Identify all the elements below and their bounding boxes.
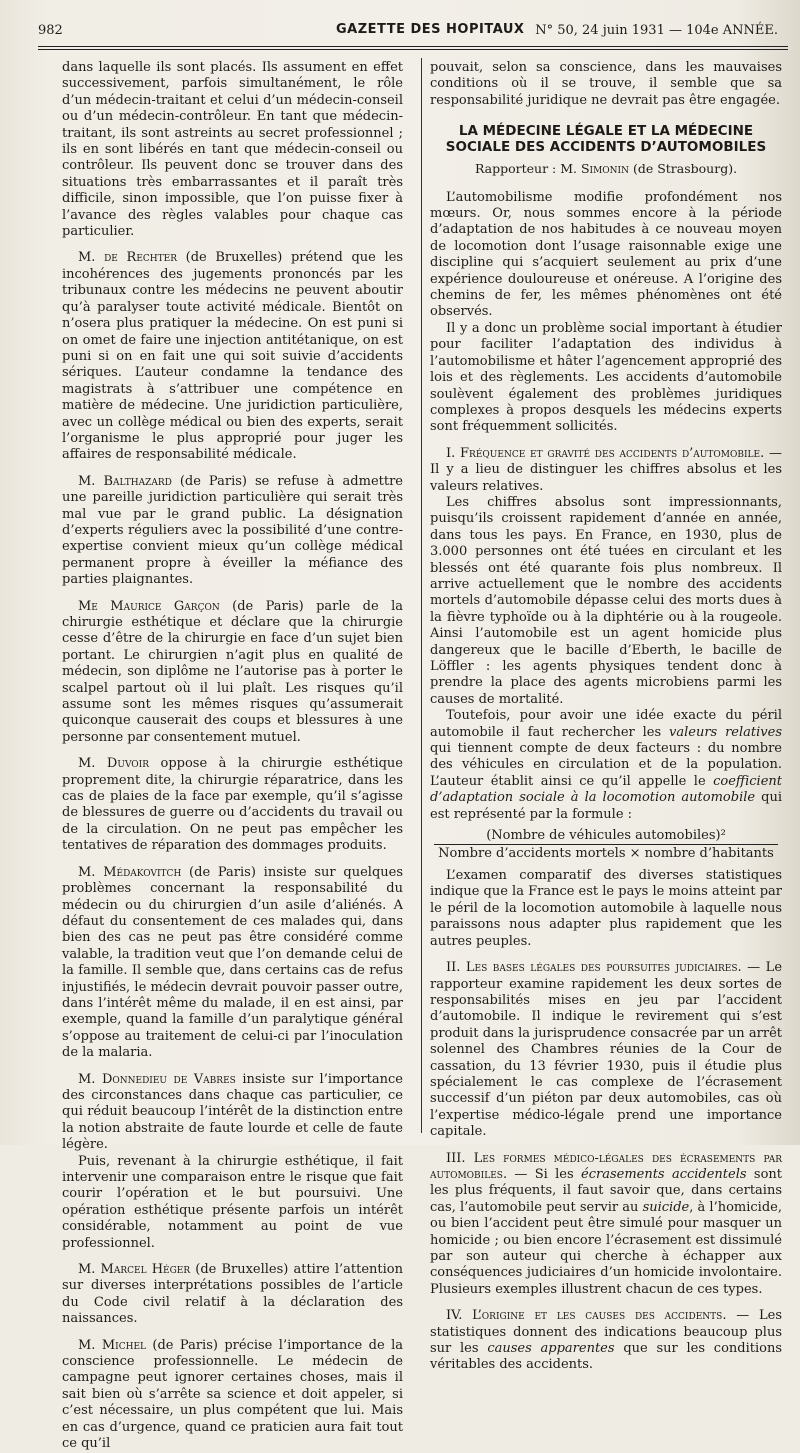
paragraph: M. Michel (de Paris) précise l’importance de la conscience professionnelle. Le médecin de campagne peut ignorer certaines choses, mais il sait bien où s’arrête sa science et doit appeler, si c’est nécessaire, un plus compétent que lui. Mais en cas d’urgence, quand ce praticien aura fait tout ce qu’il <box>62 1337 403 1452</box>
rapporteur-name: Simonin <box>580 161 629 177</box>
speaker-name: M. Balthazard <box>78 473 172 489</box>
speaker-name: M. Michel <box>78 1337 146 1353</box>
paragraph: Me Maurice Garçon (de Paris) parle de la chirurgie esthétique et déclare que la chirurgie cesse d’être de la chirurgie en face d’un sujet bien portant. Le chirurgien n’agit plus en qualité de médecin, son diplôme ne l’autorise pas à porter le scalpel partout où il lui plaît. Les risques qu’il assume sont les mêmes risques qu’assumerait quiconque causerait des coups et blessures à une personne par consentement mutuel. <box>62 598 403 745</box>
rapporteur-line: Rapporteur : M. Simonin (de Strasbourg). <box>474 161 738 177</box>
subsection-paragraph: II. Les bases légales des poursuites judiciaires. — Le rapporteur examine rapidement les deux sortes de responsabilités mises en jeu par l’accident d’automobile. Il indique le revirement qui s’est produit dans la jurisprudence consacrée par un arrêt solennel des Chambres réunies de la Cour de cassation, du 13 février 1930, puis il étudie plus spécialement le cas complexe de l’écrasement successif d’un piéton par deux automobiles, cas où l’expertise médico-légale prend une importance capitale. <box>430 960 783 1140</box>
speaker-name: M. de Rechter <box>78 250 177 266</box>
subsection-paragraph: I. Fréquence et gravité des accidents d’automobile. — Il y a lieu de distinguer les chiffres absolus et les valeurs relatives. <box>430 445 782 494</box>
subsection-heading: III. Les formes médico-légales des écrasements par automobiles. <box>430 1150 782 1182</box>
page-header <box>38 20 786 44</box>
paragraph: pouvait, selon sa conscience, dans les mauvaises conditions où il se trouve, il semble que sa responsabilité juridique ne devrait pas être engagée. <box>430 60 782 108</box>
paragraph: dans laquelle ils sont placés. Ils assument en effet successivement, parfois simultanément, le rôle d’un médecin-traitant et celui d’un médecin-conseil ou d’un médecin-contrôleur. En tant que médecin-traitant, ils sont astreints au secret professionnel ; ils en sont libérés en tant que médecin-conseil ou contrôleur. Ils peuvent donc se trouver dans des situations très embarrassantes et il paraît très difficile, sinon impossible, que l’on puisse fixer à l’avance des règles valables pour chaque cas particulier. <box>62 60 403 240</box>
speaker-name: Me Maurice Garçon <box>78 598 220 614</box>
paragraph: M. Duvoir oppose à la chirurgie esthétique proprement dite, la chirurgie réparatrice, dans les cas de plaies de la face par exemple, qu’il s’agisse de blessures de guerre ou d’accidents du travail ou de la circulation. On ne peut pas empêcher les tentatives de réparation des dommages produits. <box>62 756 403 854</box>
speaker-name: M. Duvoir <box>78 756 149 772</box>
subsection-paragraph: III. Les formes médico-légales des écrasements par automobiles. — Si les écrasements accidentels sont les plus fréquents, il faut savoir que, dans certains cas, l’automobile peut servir au suicide, à l’homicide, ou bien l’accident peut être simulé pour masquer un homicide ; ou bien encore l’écrasement est dissimulé par son auteur qui cherche à échapper aux conséquences judiciaires d’un homicide involontaire. Plusieurs exemples illustrent chacun de ces types. <box>430 1150 782 1297</box>
formula-denominator: Nombre d’accidents mortels × nombre d’habitants <box>434 844 778 862</box>
formula <box>430 827 782 862</box>
paragraph: M. Balthazard (de Paris) se refuse à admettre une pareille juridiction particulière qui serait très mal vue par le grand public. La désignation d’experts réguliers avec la possibilité d’une contre-expertise convient mieux qu’un collège médical permanent propre à éveiller la méfiance des parties plaignantes. <box>62 473 403 588</box>
paragraph: Puis, revenant à la chirurgie esthétique, il fait intervenir une comparaison entre le risque que fait courir l’opération et le but poursuivi. Une opération esthétique présente parfois un intérêt considérable, notamment au point de vue professionnel. <box>62 1153 403 1251</box>
paragraph: Les chiffres absolus sont impressionnants, puisqu’ils croissent rapidement d’année en année, dans tous les pays. En France, en 1930, plus de 3.000 personnes ont été tuées en circulant et les blessés ont été quarante fois plus nombreux. Il arrive actuellement que le nombre des accidents mortels d’automobile dépasse celui des morts dues à la fièvre typhoïde ou à la diphtérie ou à la rougeole. Ainsi l’automobile est un agent homicide plus dangereux que le bacille d’Eberth, le bacille de Löffler : les agents physiques tendent donc à prendre la place des agents microbiens parmi les causes de mortalité. <box>430 494 782 707</box>
paragraph: L’automobilisme modifie profondément nos mœurs. Or, nous sommes encore à la période d’adaptation de nos habitudes à ce nouveau moyen de locomotion dont l’usage raisonnable exige une discipline qui s’acquiert seulement au prix d’une expérience douloureuse et onéreuse. A l’origine des chemins de fer, les mêmes phénomènes ont été observés. <box>430 189 782 320</box>
left-column <box>62 60 403 1453</box>
paragraph: M. Donnedieu de Vabres insiste sur l’importance des circonstances dans chaque cas particulier, ce qui réduit beaucoup l’intérêt de la distinction entre la notion abstraite de faute lourde et celle de faute légère. <box>62 1071 403 1153</box>
column-separator <box>421 58 422 1133</box>
right-column <box>430 60 782 1374</box>
paragraph: L’examen comparatif des diverses statistiques indique que la France est le pays le moins atteint par le péril de la locomotion automobile à laquelle nous paraissons nous adapter plus rapidement que les autres peuples. <box>430 868 783 949</box>
paragraph: Il y a donc un problème social important à étudier pour faciliter l’adaptation des individus à l’automobilisme et hâter l’agencement approprié des lois et des règlements. Les accidents d’automobile soulèvent également des problèmes juridiques complexes à propos desquels les médecins experts sont fréquemment sollicités. <box>430 320 782 435</box>
paragraph: M. de Rechter (de Bruxelles) prétend que les incohérences des jugements prononcés par les tribunaux contre les médecins ne peuvent aboutir qu’à paralyser toute activité médicale. Bientôt on n’osera plus pratiquer la médecine. On est puni si on omet de faire une injection antitétanique, on est puni si on en fait une qui soit suivie d’accidents sériques. L’auteur condamne la tendance des magistrats à s’attribuer une compétence en matière de médecine. Une juridiction particulière, avec un collège médical ou bien des experts, serait l’organisme le plus approprié pour juger les affaires de responsabilité médicale. <box>62 250 404 463</box>
page-number: 982 <box>38 23 63 38</box>
formula-numerator: (Nombre de véhicules automobiles)² <box>486 828 726 844</box>
section-title: LA MÉDECINE LÉGALE ET LA MÉDECINE SOCIALE DES ACCIDENTS D’AUTOMOBILES <box>445 123 767 156</box>
paragraph: Toutefois, pour avoir une idée exacte du péril automobile il faut rechercher les valeurs relatives qui tiennent compte de deux facteurs : du nombre des véhicules en circulation et de la population. L’auteur établit ainsi ce qu’il appelle le coefficient d’adaptation sociale à la locomotion automobile qui est représenté par la formule : <box>430 708 783 822</box>
header-rule-thick <box>38 46 788 47</box>
subsection-heading: II. Les bases légales des poursuites judiciaires. <box>446 960 742 976</box>
subsection-heading: I. Fréquence et gravité des accidents d’automobile. <box>446 445 765 461</box>
speaker-name: M. Marcel Héger <box>78 1262 191 1278</box>
journal-title: GAZETTE DES HOPITAUX <box>336 22 525 37</box>
paragraph: M. Médakovitch (de Paris) insiste sur quelques problèmes concernant la responsabilité du médecin ou du chirurgien d’un asile d’aliénés. A défaut du consentement de ces malades qui, dans bien des cas ne peut pas être considéré comme valable, la tradition veut que l’on demande celui de la famille. Il semble que, dans certains cas de refus injustifiés, le médecin devrait pouvoir passer outre, dans l’intérêt même du malade, il en est ainsi, par exemple, quand la famille d’un paralytique général s’oppose au traitement de celui-ci par l’inoculation de la malaria. <box>62 864 403 1061</box>
subsection-heading: IV. L’origine et les causes des accidents. <box>446 1308 727 1324</box>
speaker-name: M. Médakovitch <box>78 864 182 880</box>
header-rule-thin <box>38 49 788 50</box>
issue-info: N° 50, 24 juin 1931 — 104e ANNÉE. <box>535 23 778 38</box>
speaker-name: M. Donnedieu de Vabres <box>78 1071 236 1087</box>
subsection-paragraph: IV. L’origine et les causes des accidents. — Les statistiques donnent des indications beaucoup plus sur les causes apparentes que sur les conditions véritables des accidents. <box>430 1308 783 1373</box>
paragraph: M. Marcel Héger (de Bruxelles) attire l’attention sur diverses interprétations possibles de l’article du Code civil relatif à la déclaration des naissances. <box>62 1262 404 1327</box>
